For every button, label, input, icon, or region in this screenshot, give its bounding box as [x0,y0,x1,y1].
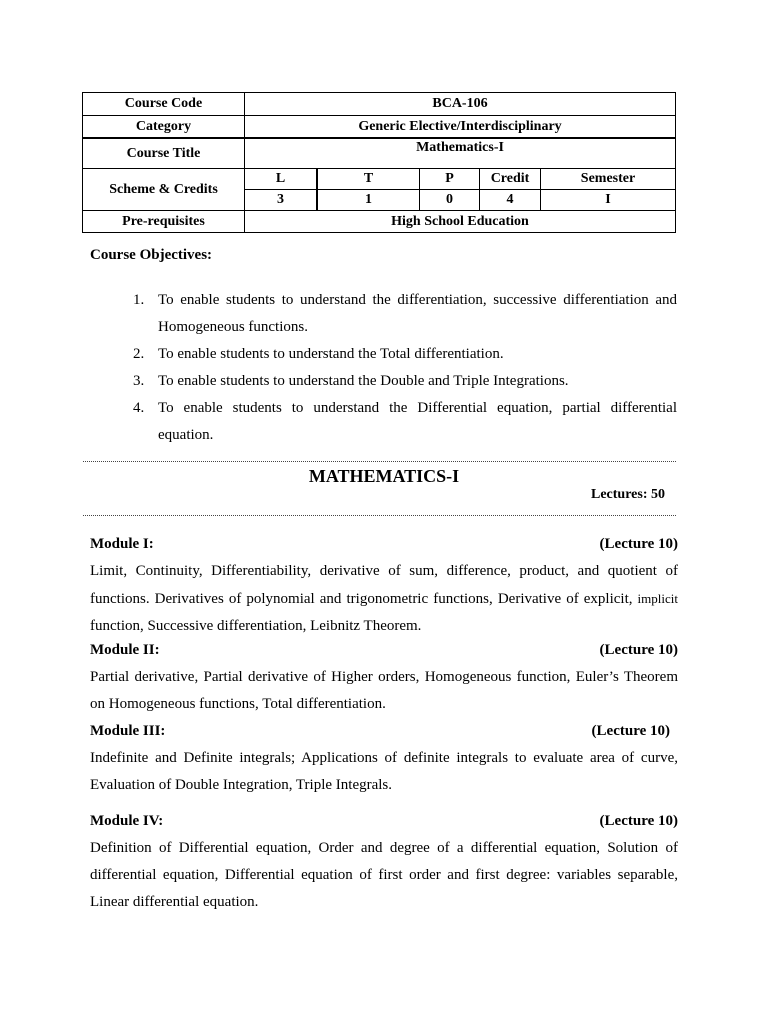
objective-number: 2. [133,346,145,362]
objective-item [130,368,677,395]
module-content: Definition of Differential equation, Order and degree of a differential equation, Solution of differential equation, Differential equation of first order and first degree: variables separable, Linear differential equation. [90,840,678,910]
module-2 [90,637,678,718]
objective-number: 3. [133,373,145,389]
objective-number: 4. [133,400,145,416]
module-content: Indefinite and Definite integrals; Applications of definite integrals to evaluate area of curve, Evaluation of Double Integration, Triple Integrals. [90,750,678,793]
objective-item [130,287,677,341]
dotted-divider [83,461,676,462]
course-code-row [83,93,675,116]
course-info-table [82,92,676,233]
module-lecture-count: (Lecture 10) [599,813,678,829]
module-content [90,558,678,640]
module-header [90,531,678,558]
objective-text: To enable students to understand the Total differentiation. [158,346,504,362]
module-header [90,808,678,835]
scheme-header-t: T [318,169,420,189]
scheme-header-l: L [245,169,318,189]
module-3 [90,718,678,799]
scheme-value-row [245,190,675,210]
module-name: Module III: [90,723,166,739]
module-name: Module I: [90,536,154,552]
objective-text: To enable students to understand the differentiation, successive differentiation and Homogeneous functions. [158,292,677,335]
module-header [90,637,678,664]
scheme-header-credit: Credit [480,169,541,189]
module-content-part: function, Successive differentiation, Leibnitz Theorem. [90,618,422,634]
module-header [90,718,678,745]
total-lectures: Lectures: 50 [591,487,665,502]
objective-text: To enable students to understand the Differential equation, partial differential equation. [158,400,677,443]
course-title-row [83,138,675,169]
module-name: Module IV: [90,813,164,829]
scheme-header-p: P [420,169,480,189]
scheme-value-p: 0 [420,190,480,210]
course-title-value: Mathematics-I [416,140,504,155]
scheme-value-l: 3 [245,190,318,210]
course-title-label: Course Title [83,139,245,168]
module-lecture-count: (Lecture 10) [599,536,678,552]
scheme-credits-label: Scheme & Credits [83,169,245,210]
module-4 [90,808,678,916]
scheme-credits-row [83,169,675,211]
module-lecture-count: (Lecture 10) [599,642,678,658]
prerequisites-value: High School Education [391,213,529,229]
objective-item [130,341,677,368]
course-code-label: Course Code [83,93,245,115]
syllabus-title: MATHEMATICS-I [308,466,460,486]
scheme-value-semester: I [605,192,611,207]
dotted-divider [83,515,676,516]
scheme-value-t: 1 [318,190,420,210]
scheme-value-credit: 4 [480,190,541,210]
scheme-header-row [245,169,675,190]
category-label: Category [83,116,245,137]
module-content-part: implicit [637,591,678,606]
category-row [83,116,675,138]
objectives-heading: Course Objectives: [90,247,213,263]
objective-number: 1. [133,292,145,308]
objective-text: To enable students to understand the Double and Triple Integrations. [158,373,569,389]
objectives-list [130,287,677,449]
category-value: Generic Elective/Interdisciplinary [358,118,562,134]
scheme-credits-grid [245,169,675,210]
objective-item [130,395,677,449]
course-code-value: BCA-106 [432,96,488,111]
module-content-part: Limit, Continuity, Differentiability, derivative of sum, difference, product, and quotient of functions. Derivatives of polynomial and trigonometric functions, Derivative of explicit, [90,563,678,607]
module-content: Partial derivative, Partial derivative of Higher orders, Homogeneous function, Euler’s Theorem on Homogeneous functions, Total differentiation. [90,669,678,712]
module-lecture-count: (Lecture 10) [591,723,670,739]
module-name: Module II: [90,642,160,658]
prerequisites-label: Pre-requisites [83,211,245,232]
prerequisites-row [83,211,675,232]
module-1 [90,531,678,640]
scheme-header-semester: Semester [580,171,636,186]
